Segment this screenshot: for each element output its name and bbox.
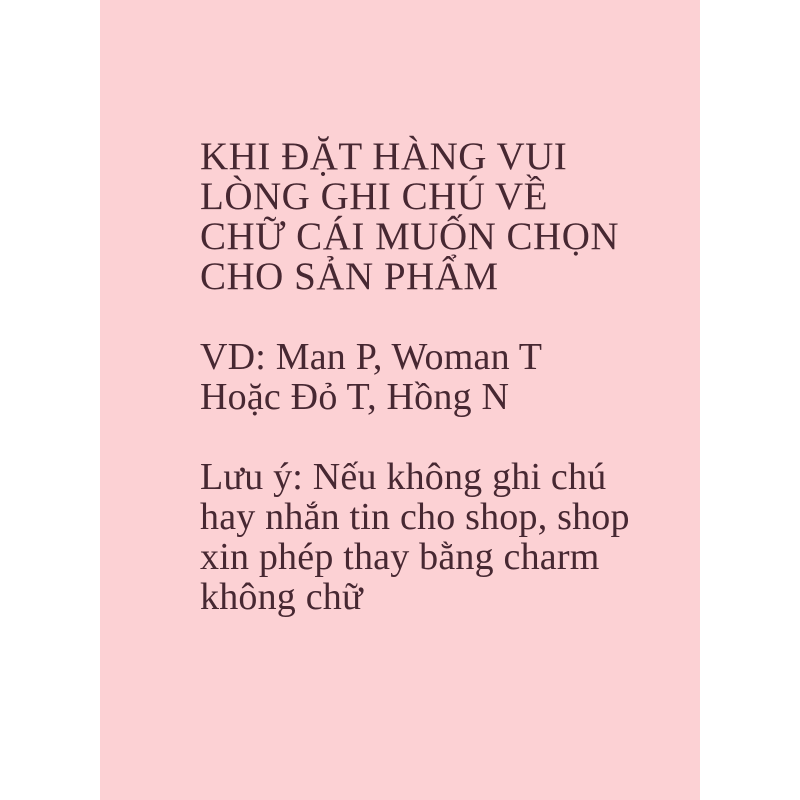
heading-line: CHỮ CÁI MUỐN CHỌN <box>200 215 620 258</box>
notice-card <box>100 0 700 800</box>
note-line: Lưu ý: Nếu không ghi chú <box>200 456 607 498</box>
note-line: hay nhắn tin cho shop, shop <box>200 496 630 538</box>
example-line: Hoặc Đỏ T, Hồng N <box>200 376 510 418</box>
example-line: VD: Man P, Woman T <box>200 336 543 378</box>
example-text <box>200 337 630 417</box>
note-line: không chữ <box>200 576 363 618</box>
note-text <box>200 457 630 617</box>
heading-line: CHO SẢN PHẨM <box>200 255 499 298</box>
order-instruction-heading <box>200 137 630 297</box>
note-line: xin phép thay bằng charm <box>200 536 600 578</box>
heading-line: LÒNG GHI CHÚ VỀ <box>200 175 549 218</box>
heading-line: KHI ĐẶT HÀNG VUI <box>200 135 568 178</box>
